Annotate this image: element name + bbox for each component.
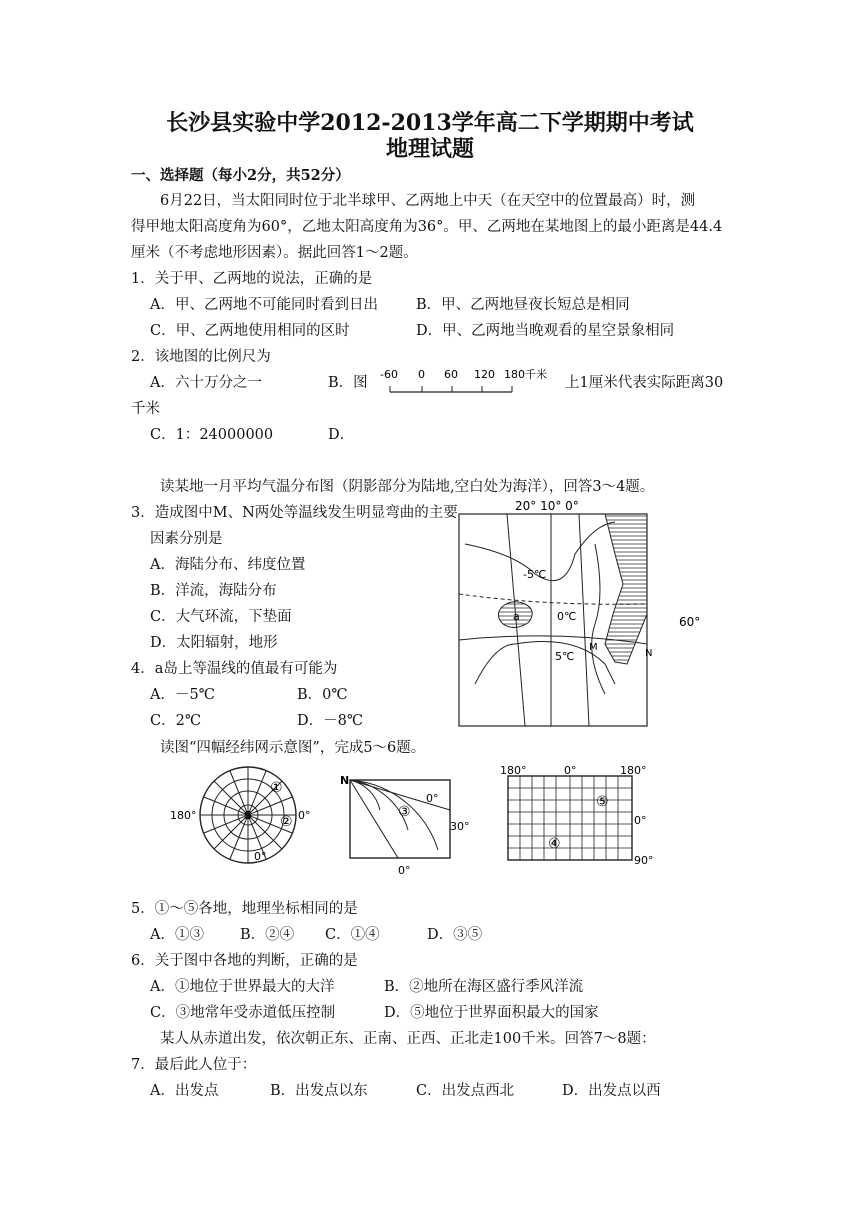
question-1-option-b[interactable]: B．甲、乙两地昼夜长短总是相同 — [416, 297, 630, 313]
question-4-stem: 4．a岛上等温线的值最有可能为 — [131, 661, 338, 677]
marker-1: ① — [270, 780, 283, 796]
scale-label: 0 — [418, 368, 425, 381]
question-3-option-b[interactable]: B．洋流，海陆分布 — [150, 583, 277, 599]
question-2-option-c[interactable]: C．1：24000000 — [150, 427, 274, 443]
question-2-stem: 2．该地图的比例尺为 — [131, 349, 271, 365]
isotherm-label: 5℃ — [555, 650, 575, 663]
grid-2-north-label: N — [340, 774, 350, 787]
question-7-stem: 7．最后此人位于： — [131, 1057, 257, 1073]
question-3-option-a[interactable]: A．海陆分布、纬度位置 — [150, 557, 306, 573]
temperature-map — [455, 494, 710, 734]
scale-label: -60 — [380, 368, 398, 381]
question-7-option-c[interactable]: C．出发点西北 — [416, 1083, 515, 1099]
passage-3: 读图“四幅经纬网示意图”，完成5～6题。 — [160, 740, 426, 756]
grid-2-bottom-label: 0° — [398, 864, 411, 877]
passage-1-line-2: 得甲地太阳高度角为60°，乙地太阳高度角为36°。甲、乙两地在某地图上的最小距离是44.4 — [131, 219, 723, 235]
question-3-option-d[interactable]: D．太阳辐射，地形 — [150, 635, 278, 651]
rectangular-grid-figure — [500, 764, 670, 874]
question-6-option-c[interactable]: C．③地常年受赤道低压控制 — [150, 1005, 336, 1021]
question-1-option-a[interactable]: A．甲、乙两地不可能同时看到日出 — [150, 297, 378, 313]
question-4-option-a[interactable]: A．－5℃ — [150, 687, 215, 703]
marker-2: ② — [280, 814, 293, 830]
question-6-option-a[interactable]: A．①地位于世界最大的大洋 — [150, 979, 335, 995]
question-2-option-d[interactable]: D． — [328, 427, 355, 443]
question-3-stem-line-1: 3．造成图中M、N两处等温线发生明显弯曲的主要 — [131, 505, 458, 521]
question-3-stem-line-2: 因素分别是 — [150, 531, 223, 547]
isotherm-label: 0℃ — [557, 610, 577, 623]
question-3-option-c[interactable]: C．大气环流，下垫面 — [150, 609, 292, 625]
grid-1-bottom-label: 0° — [254, 850, 267, 863]
question-2-option-a[interactable]: A．六十万分之一 — [150, 375, 262, 391]
scale-label: 180千米 — [504, 368, 547, 381]
question-7-option-d[interactable]: D．出发点以西 — [562, 1083, 661, 1099]
grid-1-right-label: 0° — [298, 809, 311, 822]
passage-1-line-3: 厘米（不考虑地形因素）。据此回答1～2题。 — [131, 245, 418, 261]
grid-2-top-label: 0° — [426, 792, 439, 805]
question-5-option-c[interactable]: C．①④ — [325, 927, 380, 943]
question-4-option-d[interactable]: D．－8℃ — [297, 713, 364, 729]
passage-1-line-1: 6月22日，当太阳同时位于北半球甲、乙两地上中天（在天空中的位置最高）时，测 — [160, 193, 696, 209]
question-5-stem: 5．①～⑤各地，地理坐标相同的是 — [131, 901, 358, 917]
scale-bar — [376, 360, 556, 400]
south-pole-label: S — [244, 809, 252, 822]
grid-3-top-right-label: 180° — [620, 764, 647, 777]
page-subtitle: 地理试题 — [385, 136, 474, 162]
question-7-option-b[interactable]: B．出发点以东 — [270, 1083, 368, 1099]
question-1-option-d[interactable]: D．甲、乙两地当晚观看的星空景象相同 — [416, 323, 675, 339]
passage-4: 某人从赤道出发，依次朝正东、正南、正西、正北走100千米。回答7～8题： — [160, 1031, 656, 1047]
point-n-label: N — [645, 648, 653, 659]
grid-2-right-label: 30° — [450, 820, 470, 833]
question-7-option-a[interactable]: A．出发点 — [150, 1083, 219, 1099]
question-4-option-b[interactable]: B．0℃ — [297, 687, 348, 703]
grid-3-bottom-right-label: 90° — [634, 854, 654, 867]
section-heading: 一、选择题（每小2分，共52分） — [131, 167, 350, 184]
island-label: a — [513, 610, 520, 623]
question-1-stem: 1．关于甲、乙两地的说法，正确的是 — [131, 271, 373, 287]
grid-3-right-label: 0° — [634, 814, 647, 827]
question-2-option-b[interactable]: B．图 — [328, 375, 368, 391]
point-m-label: M — [589, 642, 598, 653]
isotherm-label: -5℃ — [523, 568, 547, 581]
question-6-stem: 6．关于图中各地的判断，正确的是 — [131, 953, 358, 969]
grid-3-top-middle-label: 0° — [564, 764, 577, 777]
question-5-option-b[interactable]: B．②④ — [240, 927, 295, 943]
question-6-option-b[interactable]: B．②地所在海区盛行季风洋流 — [384, 979, 584, 995]
marker-4: ④ — [548, 836, 561, 852]
question-1-option-c[interactable]: C．甲、乙两地使用相同的区时 — [150, 323, 350, 339]
marker-3: ③ — [398, 804, 411, 820]
grid-1-left-label: 180° — [170, 809, 197, 822]
question-5-option-d[interactable]: D．③⑤ — [427, 927, 483, 943]
quadrant-grid-figure — [338, 770, 478, 880]
latitude-label: 60° — [679, 615, 701, 629]
question-5-option-a[interactable]: A．①③ — [150, 927, 204, 943]
passage-2: 读某地一月平均气温分布图（阴影部分为陆地,空白处为海洋），回答3～4题。 — [160, 479, 655, 495]
scale-label: 120 — [474, 368, 495, 381]
scale-label: 60 — [444, 368, 458, 381]
grid-3-top-left-label: 180° — [500, 764, 527, 777]
polar-grid-figure — [170, 760, 330, 870]
page-title: 长沙县实验中学2012-2013学年高二下学期期中考试 — [166, 110, 694, 136]
question-4-option-c[interactable]: C．2℃ — [150, 713, 202, 729]
question-2-option-b-tail: 上1厘米代表实际距离30 — [565, 375, 724, 391]
map-longitude-labels: 20° 10° 0° — [515, 499, 579, 513]
question-2-option-b-wrap: 千米 — [131, 401, 160, 417]
question-6-option-d[interactable]: D．⑤地位于世界面积最大的国家 — [384, 1005, 599, 1021]
marker-5: ⑤ — [596, 794, 609, 810]
